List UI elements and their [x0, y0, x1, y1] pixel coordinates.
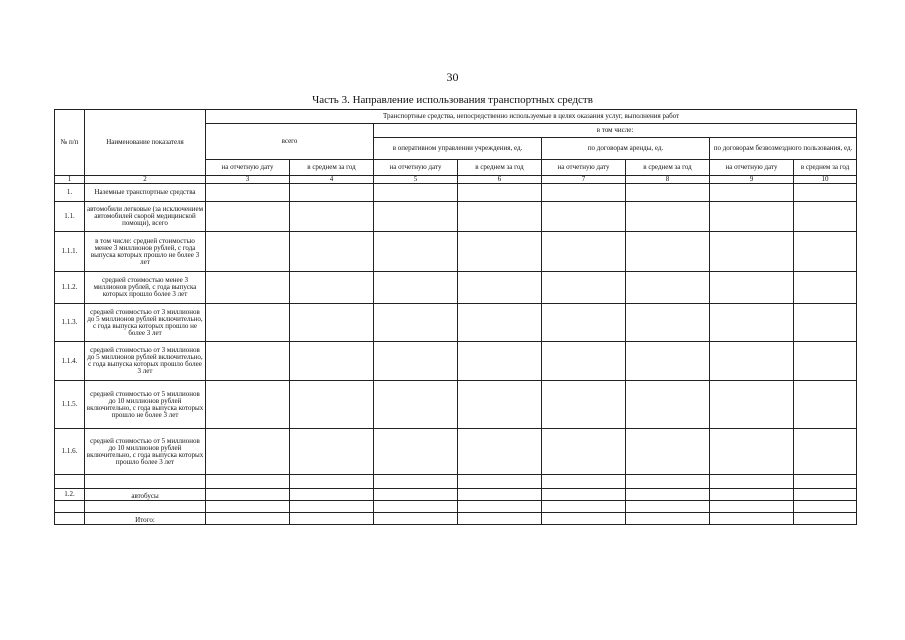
- table-row: [55, 202, 857, 232]
- row-number: 1.1.5.: [55, 381, 85, 429]
- row-name: [85, 475, 206, 489]
- data-cell: [374, 501, 458, 513]
- row-number: 1.1.3.: [55, 304, 85, 342]
- data-cell: [710, 429, 794, 475]
- data-cell: [206, 501, 290, 513]
- data-cell: [206, 475, 290, 489]
- row-name: средней стоимостью менее 3 миллионов рублей, с года выпуска которых прошло более 3 лет: [85, 272, 206, 304]
- data-cell: [794, 342, 857, 381]
- data-cell: [710, 501, 794, 513]
- data-cell: [710, 202, 794, 232]
- data-cell: [794, 184, 857, 202]
- row-number: 1.2.: [55, 489, 85, 501]
- row-name: Наземные транспортные средства: [85, 184, 206, 202]
- row-number: 1.1.4.: [55, 342, 85, 381]
- header-group-title: Транспортные средства, непосредственно используемые в целях оказания услуг, выполнения работ: [206, 110, 857, 124]
- data-cell: [206, 513, 290, 525]
- header-at-date: на отчетную дату: [710, 160, 794, 176]
- data-cell: [710, 489, 794, 501]
- header-no: № п/п: [55, 110, 85, 176]
- data-cell: [626, 501, 710, 513]
- column-number: 6: [458, 176, 542, 184]
- data-cell: [458, 501, 542, 513]
- row-name: средней стоимостью от 5 миллионов до 10 миллионов рублей включительно, с года выпуска которых прошло не более 3 лет: [85, 381, 206, 429]
- table-row: [55, 232, 857, 272]
- data-cell: [626, 429, 710, 475]
- row-number: [55, 513, 85, 525]
- data-cell: [458, 272, 542, 304]
- data-cell: [374, 202, 458, 232]
- column-number: 5: [374, 176, 458, 184]
- table-row: [55, 272, 857, 304]
- data-cell: [626, 342, 710, 381]
- data-cell: [794, 272, 857, 304]
- table-row: [55, 184, 857, 202]
- column-number: 2: [85, 176, 206, 184]
- data-cell: [374, 513, 458, 525]
- data-cell: [458, 381, 542, 429]
- data-cell: [626, 304, 710, 342]
- column-number: 7: [542, 176, 626, 184]
- header-avg-year: в среднем за год: [626, 160, 710, 176]
- data-cell: [794, 232, 857, 272]
- data-cell: [542, 342, 626, 381]
- data-cell: [206, 429, 290, 475]
- data-cell: [794, 475, 857, 489]
- data-cell: [374, 304, 458, 342]
- data-cell: [542, 475, 626, 489]
- data-cell: [290, 272, 374, 304]
- data-cell: [290, 304, 374, 342]
- row-number: 1.1.6.: [55, 429, 85, 475]
- data-cell: [710, 184, 794, 202]
- data-cell: [374, 272, 458, 304]
- header-at-date: на отчетную дату: [206, 160, 290, 176]
- row-number: 1.1.1.: [55, 232, 85, 272]
- data-cell: [374, 475, 458, 489]
- table-row-total: [55, 513, 857, 525]
- row-name: [85, 501, 206, 513]
- data-cell: [458, 304, 542, 342]
- data-cell: [794, 429, 857, 475]
- column-number: 8: [626, 176, 710, 184]
- data-cell: [290, 501, 374, 513]
- data-cell: [458, 475, 542, 489]
- data-cell: [542, 501, 626, 513]
- data-cell: [794, 489, 857, 501]
- data-cell: [626, 232, 710, 272]
- data-cell: [290, 475, 374, 489]
- column-number: 9: [710, 176, 794, 184]
- data-cell: [458, 489, 542, 501]
- data-cell: [710, 232, 794, 272]
- data-cell: [290, 342, 374, 381]
- data-cell: [542, 381, 626, 429]
- data-cell: [542, 304, 626, 342]
- data-cell: [290, 202, 374, 232]
- column-number: 1: [55, 176, 85, 184]
- data-cell: [710, 475, 794, 489]
- column-number: 4: [290, 176, 374, 184]
- data-cell: [206, 272, 290, 304]
- data-cell: [794, 501, 857, 513]
- row-name: средней стоимостью от 3 миллионов до 5 миллионов рублей включительно, с года выпуска которых прошло не более 3 лет: [85, 304, 206, 342]
- row-name: средней стоимостью от 5 миллионов до 10 миллионов рублей включительно, с года выпуска которых прошло более 3 лет: [85, 429, 206, 475]
- data-cell: [626, 381, 710, 429]
- data-cell: [794, 304, 857, 342]
- data-cell: [206, 304, 290, 342]
- data-cell: [794, 202, 857, 232]
- data-cell: [710, 272, 794, 304]
- data-cell: [374, 232, 458, 272]
- data-cell: [206, 489, 290, 501]
- data-cell: [206, 202, 290, 232]
- data-cell: [290, 489, 374, 501]
- data-cell: [290, 429, 374, 475]
- data-cell: [374, 184, 458, 202]
- transport-usage-table: [54, 109, 857, 525]
- page-title: Часть 3. Направление использования транспортных средств: [312, 94, 593, 106]
- data-cell: [542, 489, 626, 501]
- header-avg-year: в среднем за год: [290, 160, 374, 176]
- table-row: [55, 304, 857, 342]
- column-number-row: [55, 176, 857, 184]
- data-cell: [458, 232, 542, 272]
- table-row: [55, 429, 857, 475]
- data-cell: [374, 429, 458, 475]
- header-free-use: по договорам безвозмездного пользования, ед.: [710, 138, 857, 160]
- data-cell: [710, 381, 794, 429]
- header-avg-year: в среднем за год: [794, 160, 857, 176]
- table-row: [55, 381, 857, 429]
- header-operational: в оперативном управлении учреждения, ед.: [374, 138, 542, 160]
- data-cell: [458, 342, 542, 381]
- data-cell: [374, 381, 458, 429]
- data-cell: [542, 429, 626, 475]
- data-cell: [374, 489, 458, 501]
- page-number: 30: [446, 70, 459, 84]
- row-number: [55, 501, 85, 513]
- column-number: 10: [794, 176, 857, 184]
- data-cell: [542, 202, 626, 232]
- header-total: всего: [206, 124, 374, 160]
- header-at-date: на отчетную дату: [542, 160, 626, 176]
- data-cell: [290, 184, 374, 202]
- data-cell: [290, 381, 374, 429]
- data-cell: [626, 489, 710, 501]
- header-at-date: на отчетную дату: [374, 160, 458, 176]
- data-cell: [542, 232, 626, 272]
- data-cell: [794, 381, 857, 429]
- header-including: в том числе:: [374, 124, 857, 138]
- table-row: [55, 501, 857, 513]
- data-cell: [710, 304, 794, 342]
- row-number: [55, 475, 85, 489]
- data-cell: [290, 513, 374, 525]
- data-cell: [206, 342, 290, 381]
- data-cell: [626, 475, 710, 489]
- data-cell: [626, 184, 710, 202]
- table-row: [55, 342, 857, 381]
- data-cell: [542, 272, 626, 304]
- header-lease: по договорам аренды, ед.: [542, 138, 710, 160]
- header-name: Наименование показателя: [85, 110, 206, 176]
- row-name: автомобили легковые (за исключением автомобилей скорой медицинской помощи), всего: [85, 202, 206, 232]
- data-cell: [794, 513, 857, 525]
- data-cell: [458, 184, 542, 202]
- data-cell: [374, 342, 458, 381]
- table-row: [55, 489, 857, 501]
- data-cell: [290, 232, 374, 272]
- data-cell: [458, 202, 542, 232]
- row-name-total: Итого:: [85, 513, 206, 525]
- data-cell: [626, 272, 710, 304]
- data-cell: [206, 184, 290, 202]
- table-row: [55, 475, 857, 489]
- row-name: автобусы: [85, 489, 206, 501]
- data-cell: [710, 513, 794, 525]
- data-cell: [458, 429, 542, 475]
- row-number: 1.: [55, 184, 85, 202]
- data-cell: [626, 513, 710, 525]
- data-cell: [206, 381, 290, 429]
- data-cell: [542, 184, 626, 202]
- header-avg-year: в среднем за год: [458, 160, 542, 176]
- data-cell: [542, 513, 626, 525]
- data-cell: [626, 202, 710, 232]
- data-cell: [458, 513, 542, 525]
- data-cell: [206, 232, 290, 272]
- data-cell: [710, 342, 794, 381]
- row-name: в том числе: средней стоимостью менее 3 миллионов рублей, с года выпуска которых прошло не более 3 лет: [85, 232, 206, 272]
- row-number: 1.1.: [55, 202, 85, 232]
- row-number: 1.1.2.: [55, 272, 85, 304]
- row-name: средней стоимостью от 3 миллионов до 5 миллионов рублей включительно, с года выпуска которых прошло более 3 лет: [85, 342, 206, 381]
- column-number: 3: [206, 176, 290, 184]
